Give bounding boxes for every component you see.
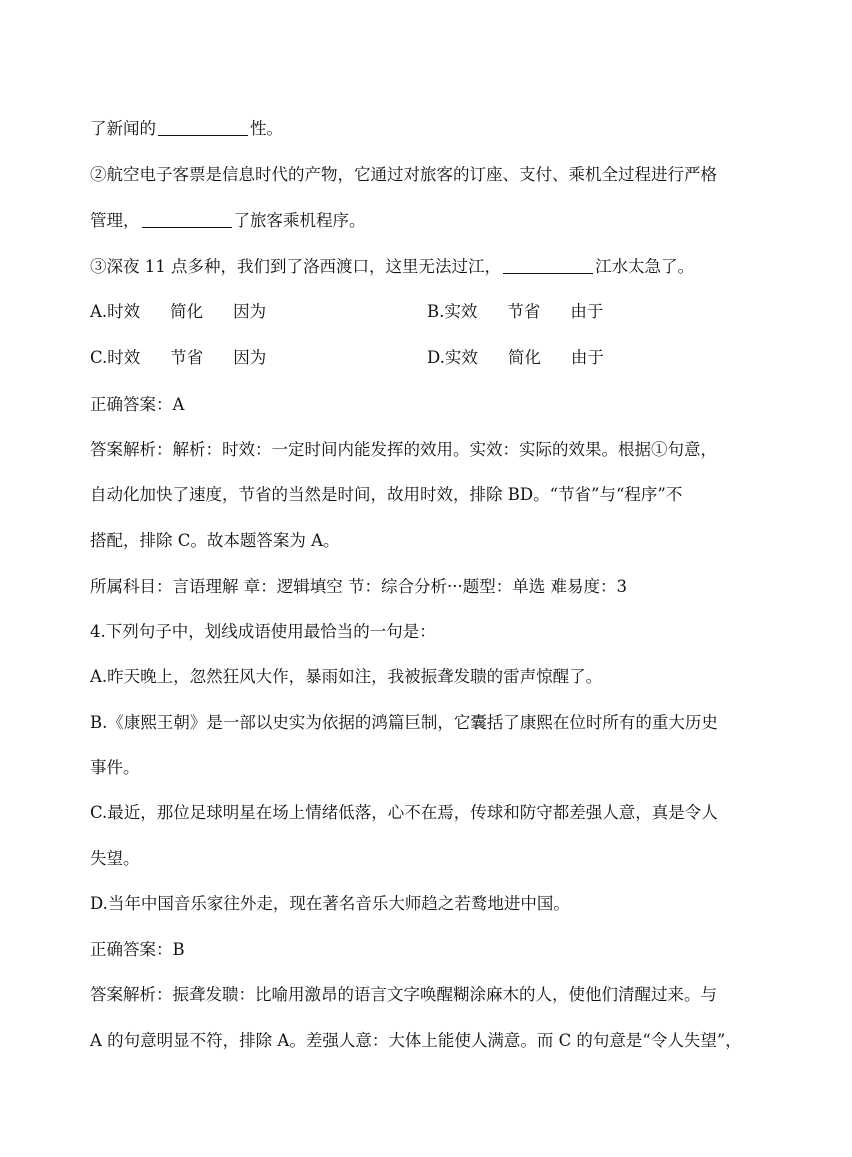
text: 性。	[250, 119, 283, 138]
q3-sentence-3	[90, 256, 694, 278]
q3-sentence-1-end	[90, 118, 283, 140]
option-word: 由于	[570, 302, 604, 321]
q4-option-b-cont: 事件。	[90, 758, 140, 777]
option-label: A.时效	[90, 302, 141, 321]
q3-option-d	[427, 347, 604, 369]
option-label: D.实效	[427, 348, 478, 367]
q4-analysis-line-2: A 的句意明显不符，排除 A。差强人意：大体上能使人满意。而 C 的句意是“令人失望”，	[90, 1031, 742, 1050]
blank-1	[158, 119, 248, 136]
option-word: 节省	[170, 348, 204, 367]
blank-3	[503, 257, 593, 274]
q4-answer: 正确答案：B	[90, 940, 185, 959]
blank-2	[142, 211, 232, 228]
option-word: 简化	[170, 302, 204, 321]
q4-option-b: B.《康熙王朝》是一部以史实为依据的鸿篇巨制，它囊括了康熙在位时所有的重大历史	[90, 713, 718, 732]
q3-analysis-line-3: 搭配，排除 C。故本题答案为 A。	[90, 531, 340, 550]
q3-sentence-2-cont	[90, 210, 366, 232]
option-label: C.时效	[90, 348, 141, 367]
q3-option-c	[90, 347, 266, 369]
q4-option-c: C.最近，那位足球明星在场上情绪低落，心不在焉，传球和防守都差强人意，真是令人	[90, 803, 718, 822]
q3-meta: 所属科目：言语理解 章：逻辑填空 节：综合分析···题型：单选 难易度：3	[90, 577, 627, 596]
option-word: 因为	[233, 348, 267, 367]
q4-analysis-line-1: 答案解析：振聋发聩：比喻用激昂的语言文字唤醒糊涂麻木的人，使他们清醒过来。与	[90, 985, 717, 1004]
text: 了新闻的	[90, 119, 156, 138]
text: 了旅客乘机程序。	[233, 211, 366, 230]
q4-option-d: D.当年中国音乐家往外走，现在著名音乐大师趋之若鹜地进中国。	[90, 894, 570, 913]
text: 江水太急了。	[595, 257, 694, 276]
option-word: 简化	[507, 348, 541, 367]
q4-option-a: A.昨天晚上，忽然狂风大作，暴雨如注，我被振聋发聩的雷声惊醒了。	[90, 667, 603, 686]
text: ③深夜 11 点多种，我们到了洛西渡口，这里无法过江，	[90, 257, 501, 276]
q4-option-c-cont: 失望。	[90, 849, 140, 868]
option-word: 因为	[233, 302, 267, 321]
text: 管理，	[90, 211, 140, 230]
q3-sentence-2: ②航空电子客票是信息时代的产物，它通过对旅客的订座、支付、乘机全过程进行严格	[90, 165, 717, 184]
option-word: 由于	[570, 348, 604, 367]
option-label: B.实效	[427, 302, 478, 321]
option-word: 节省	[507, 302, 541, 321]
q4-stem: 4.下列句子中，划线成语使用最恰当的一句是：	[90, 622, 436, 641]
q3-option-b	[427, 301, 603, 323]
q3-analysis-line-2: 自动化加快了速度，节省的当然是时间，故用时效，排除 BD。“节省”与“程序”不	[90, 485, 683, 504]
q3-answer: 正确答案：A	[90, 395, 185, 414]
q3-analysis-line-1: 答案解析：解析：时效：一定时间内能发挥的效用。实效：实际的效果。根据①句意，	[90, 440, 717, 459]
q3-option-a	[90, 301, 266, 323]
